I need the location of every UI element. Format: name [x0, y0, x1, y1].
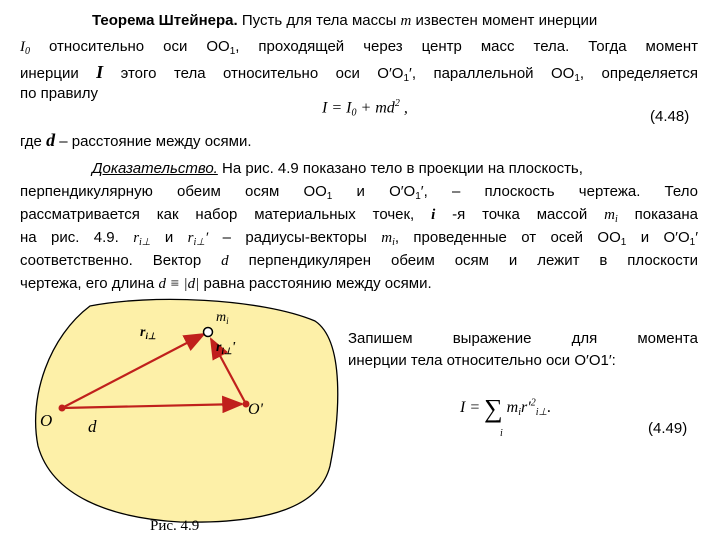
equation-number-4-48: (4.48)	[650, 108, 690, 125]
proof-label: Доказательство.	[92, 160, 218, 177]
r-vector-1	[133, 230, 150, 246]
text: 1	[574, 73, 580, 84]
theorem-title: Теорема Штейнера.	[92, 12, 238, 29]
text: r′	[521, 399, 531, 416]
sum-index: i	[500, 428, 503, 439]
text: -я точка массой	[435, 206, 605, 223]
label-O-prime: O'	[248, 401, 263, 418]
text: 1	[689, 237, 696, 248]
text: и О′О	[332, 183, 416, 200]
d-vector-symbol: d	[221, 253, 229, 269]
equation-number-4-49: (4.49)	[648, 420, 688, 437]
figure-4-9	[30, 296, 360, 536]
i-symbol: i	[431, 207, 436, 223]
text: где	[20, 133, 47, 150]
text: и О′О	[626, 229, 690, 246]
text: на рис. 4.9.	[20, 229, 134, 246]
label-d: d	[88, 417, 97, 436]
text: i	[392, 237, 395, 248]
point-O	[59, 405, 66, 412]
text: 1	[620, 237, 627, 248]
text: момента	[637, 330, 698, 347]
text: перпендикулярен обеим осям и лежит в плоскости	[228, 252, 698, 269]
text: 0	[351, 107, 357, 119]
text: '	[231, 340, 236, 355]
text: ,	[399, 99, 408, 117]
text: выражение	[452, 330, 532, 347]
text: 1	[415, 191, 421, 202]
text: – радиусы-векторы	[208, 229, 382, 246]
text: перпендикулярную обеим осям ОО	[20, 183, 327, 200]
text: i⊥	[535, 407, 548, 418]
text: 0	[25, 46, 30, 57]
text: 1	[326, 191, 333, 202]
mass-symbol: m	[400, 13, 412, 29]
text: относительно оси ОО	[30, 38, 230, 55]
mi-symbol	[604, 207, 618, 223]
proof-line-2	[20, 183, 698, 202]
where-line	[20, 130, 252, 151]
r-vector-2	[188, 230, 209, 246]
right-line-1	[348, 330, 698, 347]
text: .	[547, 399, 552, 416]
text: – расстояние между осями.	[55, 133, 252, 150]
proof-line-3	[20, 206, 698, 225]
text: m	[381, 230, 393, 246]
text: I	[20, 39, 25, 55]
text: i	[614, 214, 618, 225]
figure-caption: Рис. 4.9	[150, 518, 200, 534]
text: i⊥	[139, 237, 151, 248]
text: 2	[394, 98, 400, 109]
text: 1	[403, 73, 410, 84]
text: I = I	[322, 99, 352, 117]
text: этого тела относительно оси О′О	[103, 65, 404, 82]
proof-line-6	[20, 275, 432, 293]
label-O: O	[40, 411, 53, 430]
text: соответственно. Вектор	[20, 252, 222, 269]
text: r	[133, 230, 140, 246]
d-symbol: d	[46, 130, 56, 150]
text: Запишем	[348, 330, 413, 347]
text: На рис. 4.9 показано тело в проекции на плоскость,	[217, 160, 583, 177]
text: чертежа, его длина	[20, 275, 159, 292]
text: r	[140, 325, 146, 340]
I0-symbol	[20, 39, 30, 55]
text: ′, – плоскость чертежа. Тело	[420, 183, 698, 200]
text: 2	[530, 397, 536, 409]
d-abs-formula: d ≡ |d|	[158, 276, 200, 292]
theorem-line-1	[92, 12, 597, 30]
theorem-line-2	[20, 38, 698, 57]
text: 1	[229, 46, 236, 57]
text: m	[604, 207, 615, 223]
text: m	[216, 310, 227, 325]
text: i⊥	[221, 346, 232, 356]
point-mi	[204, 328, 213, 337]
text: i	[226, 316, 229, 326]
proof-line-5	[20, 252, 698, 270]
text: равна расстоянию между осями.	[199, 275, 432, 292]
text: , проведенные от осей ОО	[394, 229, 621, 246]
text: рассматривается как набор материальных точек,	[20, 206, 432, 223]
text: r	[187, 230, 194, 246]
text: ′	[695, 229, 698, 246]
text: Пусть для тела массы	[237, 12, 401, 29]
text: , проходящей через центр масс тела. Тогда момент	[235, 38, 699, 55]
body-blob	[36, 299, 338, 522]
formula-4-49	[460, 394, 551, 424]
proof-line-1	[92, 160, 583, 177]
text: i⊥	[145, 331, 156, 341]
text: и	[150, 229, 188, 246]
text: ′	[205, 230, 209, 246]
text: r	[216, 340, 222, 355]
text: i⊥	[193, 237, 206, 248]
text: i	[518, 407, 522, 418]
mi-symbol-2	[381, 230, 395, 246]
text: ∑	[484, 394, 503, 423]
I-symbol: I	[96, 62, 104, 82]
text: + md	[356, 99, 395, 117]
right-line-2: инерции тела относительно оси О′О1′:	[348, 352, 616, 369]
text: известен момент инерции	[411, 12, 598, 29]
text: m	[506, 399, 519, 416]
text: для	[571, 330, 598, 347]
text: , определяется	[579, 65, 698, 82]
theorem-line-3	[20, 62, 698, 84]
theorem-line-4: по правилу	[20, 85, 99, 102]
text: ′, параллельной ОО	[409, 65, 575, 82]
text: инерции	[20, 65, 97, 82]
text: показана	[617, 206, 698, 223]
formula-4-48	[322, 98, 408, 118]
proof-line-4	[20, 229, 698, 248]
text: I =	[460, 399, 485, 416]
